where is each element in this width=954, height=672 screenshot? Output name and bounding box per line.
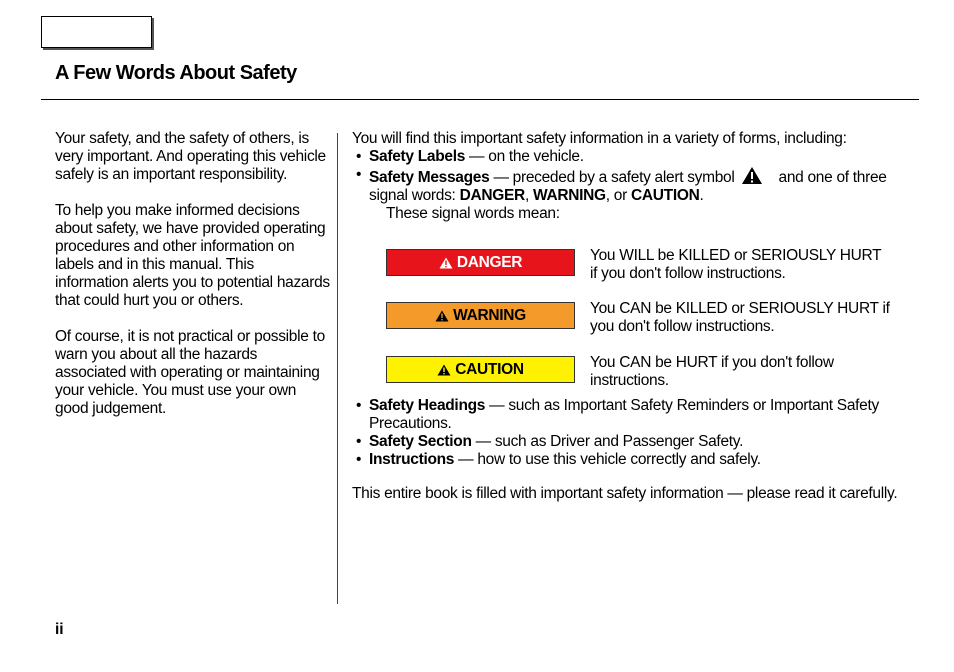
period: . [699,187,704,204]
bullet-safety-section [352,433,912,451]
header-tab-box [41,16,152,48]
warning-label: WARNING [453,306,526,324]
caution-label: CAUTION [455,360,524,378]
caution-label-box [386,356,575,383]
signal-intro: These signal words mean: [386,205,560,222]
warning-label-box [386,302,575,329]
informed-decisions-paragraph: To help you make informed decisions about safety, we have provided operating procedures and other information on labels and in this manual. This information alerts you to potential hazards that could hurt you or others. [55,202,330,309]
alert-triangle-icon [437,364,451,376]
column-divider [337,133,338,604]
right-column [352,130,912,503]
bullet-term: Safety Messages [369,169,490,186]
bullet-text: — on the vehicle. [465,148,584,165]
bullet-safety-messages [352,166,912,205]
more-bullets [352,397,912,469]
bullet-term: Safety Section [369,433,472,450]
signal-word-warning: WARNING [532,187,606,204]
left-column [55,130,331,436]
bullet-safety-headings [352,397,912,433]
danger-meaning: You WILL be KILLED or SERIOUSLY HURT if you don't follow instructions. [590,247,882,282]
warning-meaning: You CAN be KILLED or SERIOUSLY HURT if you don't follow instructions. [590,300,890,335]
alert-triangle-icon [439,257,453,269]
separator: , [524,187,533,204]
signal-words-table [352,233,912,391]
bullet-text: — such as Driver and Passenger Safety. [471,433,744,450]
bullet-instructions [352,451,912,469]
signal-word-danger: DANGER [459,187,525,204]
danger-label: DANGER [456,253,523,271]
alert-triangle-icon [435,310,449,322]
bullet-text: — how to use this vehicle correctly and safely. [454,451,761,468]
closing-paragraph: This entire book is filled with important safety information — please read it carefully. [352,485,898,502]
bullet-term: Instructions [369,451,455,468]
page-title: A Few Words About Safety [55,62,297,84]
safety-alert-icon [741,166,763,185]
bullet-safety-labels [352,148,912,166]
judgement-paragraph: Of course, it is not practical or possible to warn you about all the hazards associated with operating or maintaining your vehicle. You must use your own good judgement. [55,328,325,417]
bullet-text-cont: and one of three signal words: [369,169,887,204]
bullet-text: — such as Important Safety Reminders or Important Safety Precautions. [369,397,879,432]
page-number: ii [55,621,64,638]
separator: , or [605,187,631,204]
title-divider [41,99,919,100]
intro-paragraph: Your safety, and the safety of others, is very important. And operating this vehicle safely is an important responsibility. [55,130,326,183]
caution-meaning: You CAN be HURT if you don't follow instructions. [590,354,834,389]
forms-intro: You will find this important safety information in a variety of forms, including: [352,130,847,147]
bullet-term: Safety Headings [369,397,486,414]
signal-word-caution: CAUTION [630,187,700,204]
bullet-text: — preceded by a safety alert symbol [489,169,735,186]
bullet-term: Safety Labels [369,148,466,165]
danger-label-box [386,249,575,276]
